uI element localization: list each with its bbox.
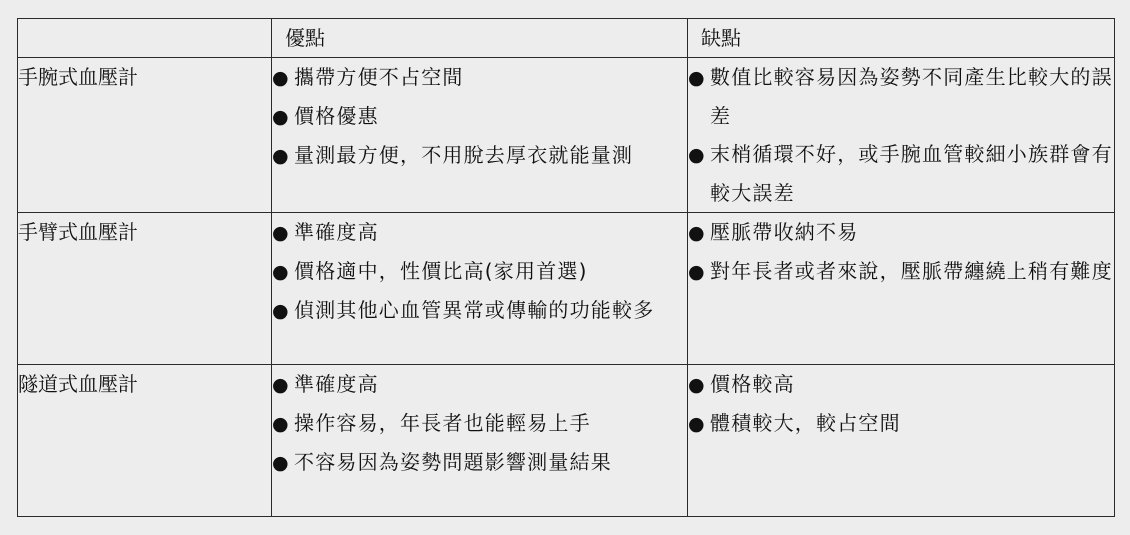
pros-cell: [272, 213, 688, 365]
row-label: 手腕式血壓計: [18, 58, 272, 213]
header-row: [18, 19, 1115, 58]
item-text: 準確度高: [294, 220, 379, 244]
bullet-icon: ●: [688, 67, 705, 89]
list-item: [688, 404, 1114, 443]
cons-list: [688, 365, 1114, 443]
list-item: [688, 58, 1114, 135]
bullet-icon: ●: [688, 374, 705, 396]
bullet-icon: ●: [688, 144, 705, 166]
pros-list: [272, 213, 687, 330]
row-label: 手臂式血壓計: [18, 213, 272, 365]
item-text: 操作容易，年長者也能輕易上手: [294, 411, 591, 435]
list-item: [688, 213, 1114, 252]
list-item: [272, 443, 687, 482]
list-item: [272, 58, 687, 97]
bullet-icon: ●: [272, 300, 289, 322]
item-text: 壓脈帶收納不易: [710, 220, 859, 244]
table-row: [18, 58, 1115, 213]
item-text: 價格優惠: [294, 104, 379, 128]
list-item: [688, 252, 1114, 291]
list-item: [272, 365, 687, 404]
item-text: 偵測其他心血管異常或傳輸的功能較多: [294, 298, 655, 322]
list-item: [272, 136, 687, 175]
cons-cell: [688, 365, 1115, 517]
blood-pressure-monitor-comparison-table: [17, 18, 1115, 517]
list-item: [272, 404, 687, 443]
bullet-icon: ●: [272, 261, 289, 283]
pros-list: [272, 58, 687, 175]
bullet-icon: ●: [272, 374, 289, 396]
item-text: 量測最方便，不用脫去厚衣就能量測: [294, 143, 634, 167]
pros-list: [272, 365, 687, 482]
bullet-icon: ●: [688, 222, 705, 244]
item-text: 末梢循環不好，或手腕血管較細小族群會有較大誤差: [710, 142, 1113, 205]
list-item: [688, 365, 1114, 404]
pros-cell: [272, 365, 688, 517]
table-row: [18, 213, 1115, 365]
cons-list: [688, 58, 1114, 212]
bullet-icon: ●: [272, 67, 289, 89]
list-item: [272, 291, 687, 330]
bullet-icon: ●: [272, 145, 289, 167]
item-text: 價格較高: [710, 372, 795, 396]
header-cell-cons: 缺點: [688, 19, 1115, 58]
bullet-icon: ●: [272, 413, 289, 435]
table-row: [18, 365, 1115, 517]
list-item: [272, 213, 687, 252]
row-label: 隧道式血壓計: [18, 365, 272, 517]
list-item: [272, 252, 687, 291]
item-text: 準確度高: [294, 372, 379, 396]
bullet-icon: ●: [688, 261, 705, 283]
bullet-icon: ●: [272, 222, 289, 244]
bullet-icon: ●: [272, 452, 289, 474]
bullet-icon: ●: [688, 413, 705, 435]
item-text: 價格適中，性價比高(家用首選): [294, 259, 588, 283]
item-text: 不容易因為姿勢問題影響測量結果: [294, 450, 612, 474]
item-text: 體積較大，較占空間: [710, 411, 901, 435]
pros-cell: [272, 58, 688, 213]
cons-cell: [688, 213, 1115, 365]
bullet-icon: ●: [272, 106, 289, 128]
header-cell-empty: [18, 19, 272, 58]
item-text: 攜帶方便不占空間: [294, 65, 464, 89]
list-item: [272, 97, 687, 136]
item-text: 數值比較容易因為姿勢不同產生比較大的誤差: [710, 65, 1113, 128]
cons-cell: [688, 58, 1115, 213]
item-text: 對年長者或者來說，壓脈帶纏繞上稍有難度: [710, 259, 1113, 283]
list-item: [688, 135, 1114, 212]
header-cell-pros: 優點: [272, 19, 688, 58]
cons-list: [688, 213, 1114, 291]
